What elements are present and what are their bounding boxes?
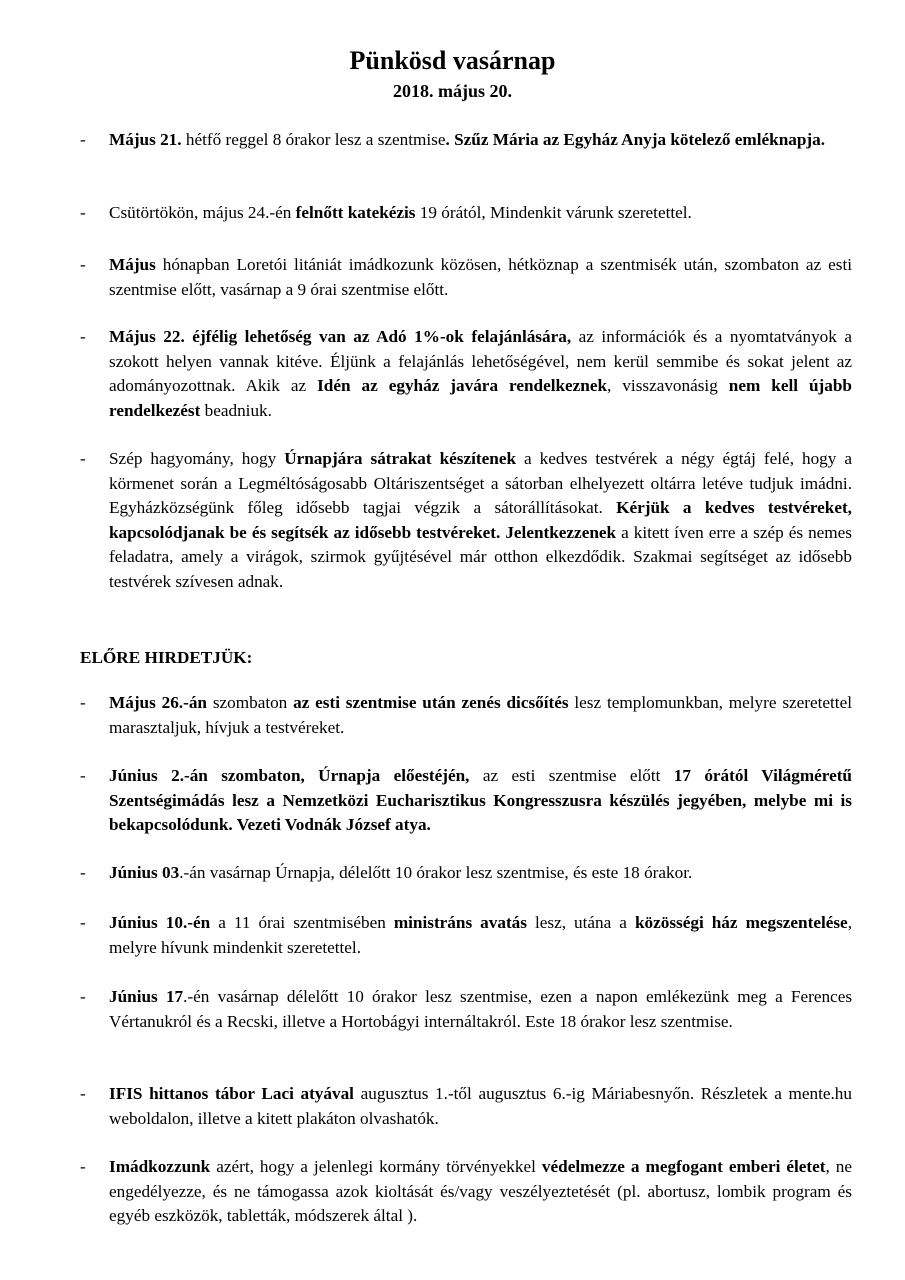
text-segment: felnőtt katekézis — [295, 203, 416, 222]
announcement-item — [80, 325, 852, 423]
text-segment: Idén az egyház javára rendelkeznek — [317, 376, 608, 395]
text-segment: Május — [109, 255, 156, 274]
announcement-text — [109, 325, 852, 423]
text-segment: közösségi ház megszentelése — [634, 913, 848, 932]
text-segment: 19 órától, Mindenkit várunk szeretettel. — [415, 203, 692, 222]
announcement-item — [80, 1082, 852, 1131]
announcement-item — [80, 201, 852, 226]
text-segment: Június 2.-án szombaton, Úrnapja előestéjén, — [109, 766, 470, 785]
text-segment: az információk és a nyomtatványok a szokott helyen vannak kitéve. Éljünk a felajánlás lehetőségével, nem kerül semmibe és sokat jelent az adományozottnak. Akik az — [109, 327, 853, 395]
bullet-dash: - — [80, 130, 86, 149]
announcement-item — [80, 911, 852, 960]
text-segment: nem kell újabb rendelkezést — [109, 376, 852, 420]
announcement-text — [109, 447, 852, 594]
text-segment: szombaton — [206, 693, 294, 712]
text-segment: lesz templomunkban, melyre szeretettel marasztaljuk, hívjuk a testvéreket. — [109, 693, 852, 737]
text-segment: Szép hagyomány, hogy — [109, 449, 285, 468]
text-segment: a kedves testvérek a négy égtáj felé, hogy a körmenet során a Legméltóságosabb Oltáriszentséget a sátorban elhelyezett oltárra letéve tudjuk imádni. Egyházközségünk főleg idősebb tagjai végzik a sátorállításokat. — [109, 449, 853, 517]
text-segment: . Szűz Mária az Egyház Anyja kötelező emléknapja. — [445, 130, 826, 149]
announcement-item — [80, 985, 852, 1034]
text-segment: lesz, utána a — [526, 913, 635, 932]
bullet-dash: - — [80, 863, 86, 882]
bullet-dash: - — [80, 449, 86, 468]
bullet-dash: - — [80, 693, 86, 712]
text-segment: Május 21. — [109, 130, 182, 149]
bullet-dash: - — [80, 327, 86, 346]
announcement-item — [80, 861, 852, 886]
bullet-dash: - — [80, 766, 86, 785]
text-segment: azért, hogy a jelenlegi kormány törvényekkel — [210, 1157, 542, 1176]
text-segment: a kitett íven erre a szép és nemes feladatra, amely a virágok, szirmok gyűjtésével már otthon elkezdődik. Szakmai segítséget az idősebb testvérek szívesen adnak. — [109, 522, 852, 591]
text-segment: védelmezze a megfogant emberi életet — [541, 1157, 826, 1176]
announcement-text — [109, 861, 852, 886]
text-segment: Június 10.-én — [109, 913, 211, 932]
section-heading: ELŐRE HIRDETJÜK: — [80, 648, 253, 667]
announcement-text — [109, 128, 852, 153]
text-segment: , visszavonásig — [607, 376, 729, 395]
text-segment: , ne engedélyezze, és ne támogassa azok kioltását és/vagy veszélyeztetését (pl. abortusz, lombik program és egyéb eszközök, tabletták, módszerek által ). — [109, 1157, 852, 1225]
text-segment: augusztus 1.-től augusztus 6.-ig Máriabesnyőn. Részletek a mente.hu weboldalon, illetve a kitett plakáton olvashatók. — [109, 1084, 852, 1128]
announcement-text — [109, 1082, 852, 1131]
announcement-text — [109, 691, 852, 740]
announcement-text — [109, 201, 852, 226]
bullet-dash: - — [80, 1157, 86, 1176]
announcement-text — [109, 764, 852, 838]
text-segment: beadniuk. — [200, 400, 272, 420]
text-segment: IFIS hittanos tábor Laci atyával — [109, 1084, 354, 1103]
text-segment: Imádkozzunk — [109, 1157, 211, 1176]
text-segment: 17 órától Világméretű Szentségimádás lesz a Nemzetközi Eucharisztikus Kongresszusra készülés jegyében, melybe mi is bekapcsolódunk. Vezeti Vodnák József atya. — [109, 766, 852, 834]
bullet-dash: - — [80, 913, 86, 932]
text-segment: Június 03 — [109, 863, 180, 882]
bullet-dash: - — [80, 987, 86, 1006]
announcement-item — [80, 691, 852, 740]
text-segment: , melyre hívunk mindenkit szeretettel. — [109, 913, 852, 957]
announcement-text — [109, 253, 852, 302]
bullet-dash: - — [80, 1084, 86, 1103]
text-segment: Csütörtökön, május 24.-én — [109, 203, 296, 222]
text-segment: ministráns avatás — [393, 913, 527, 932]
text-segment: Május 26.-án — [109, 693, 207, 712]
text-segment: a 11 órai szentmisében — [210, 913, 394, 932]
text-segment: .-én vasárnap délelőtt 10 órakor lesz szentmise, ezen a napon emlékezünk meg a Ferences Vértanukról és a Recski, illetve a Hortobágyi internáltakról. Este 18 órakor lesz szentmise. — [109, 987, 853, 1031]
bullet-dash: - — [80, 255, 86, 274]
announcement-item — [80, 447, 852, 594]
announcement-item — [80, 1155, 852, 1229]
text-segment: Kérjük a kedves testvéreket, kapcsolódjanak be és segítsék az idősebb testvéreket. Jelentkezzenek — [109, 498, 852, 542]
announcement-item — [80, 253, 852, 302]
text-segment: .-án vasárnap Úrnapja, délelőtt 10 órakor lesz szentmise, és este 18 órakor. — [179, 863, 693, 882]
text-segment: Úrnapjára sátrakat készítenek — [284, 449, 517, 468]
text-segment: hónapban Loretói litániát imádkozunk közösen, hétköznap a szentmisék után, szombaton az esti szentmise előtt, vasárnap a 9 órai szentmise előtt. — [109, 255, 852, 299]
page-date: 2018. május 20. — [392, 81, 512, 101]
announcement-item — [80, 764, 852, 838]
text-segment: az esti szentmise után zenés dicsőítés — [293, 693, 569, 712]
announcement-text — [109, 911, 852, 960]
text-segment: az esti szentmise előtt — [469, 766, 674, 785]
page-title: Pünkösd vasárnap — [349, 46, 556, 75]
announcement-item — [80, 128, 852, 153]
text-segment: hétfő reggel 8 órakor lesz a szentmise — [181, 130, 446, 149]
announcement-text — [109, 985, 852, 1034]
text-segment: Június 17 — [109, 987, 184, 1006]
text-segment: Május 22. éjfélig lehetőség van az Adó 1%-ok felajánlására, — [109, 327, 572, 346]
bullet-dash: - — [80, 203, 86, 222]
announcement-text — [109, 1155, 852, 1229]
